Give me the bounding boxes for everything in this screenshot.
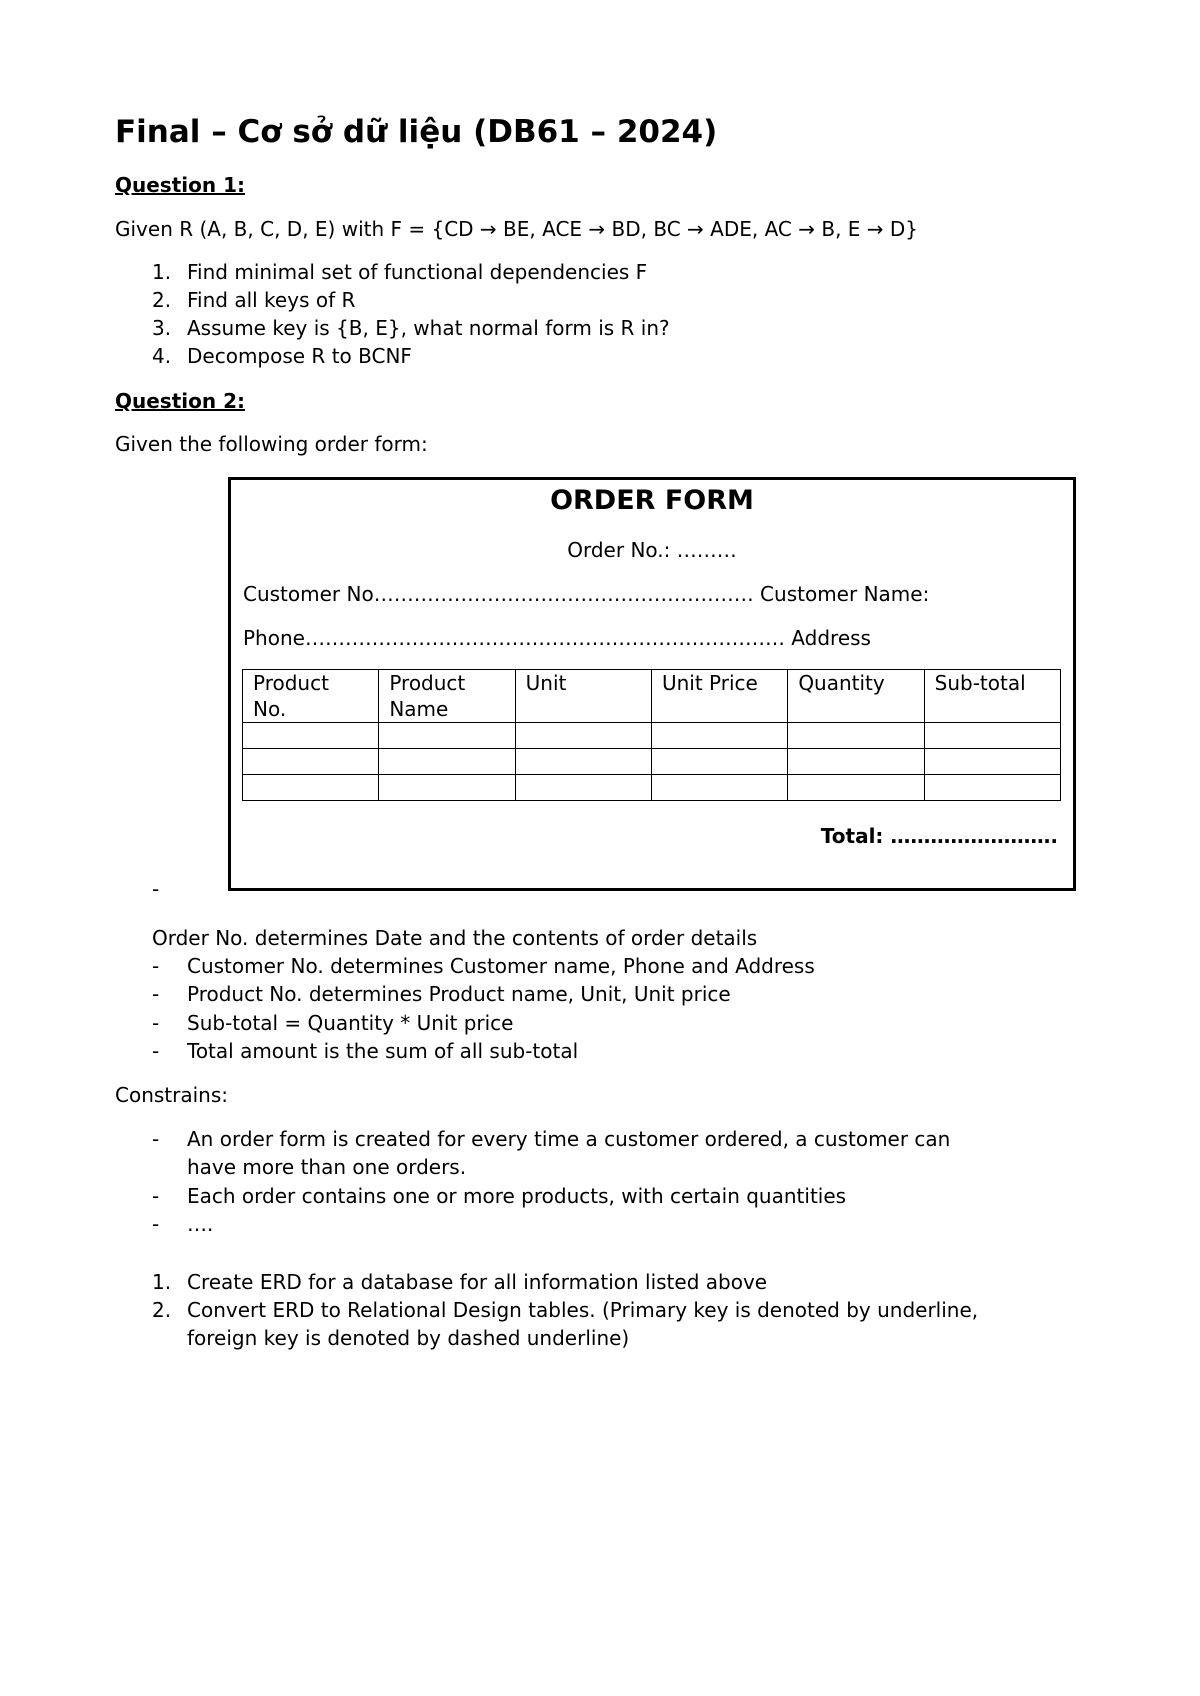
q1-item-number: 1. xyxy=(152,260,172,284)
list-dash: - xyxy=(152,1184,160,1208)
column-header: Product No. xyxy=(243,670,379,723)
list-dash: - xyxy=(152,877,160,901)
list-dash: - xyxy=(152,1127,160,1151)
constraint-text: Each order contains one or more products, with certain quantities xyxy=(187,1184,847,1208)
rule-text: Customer No. determines Customer name, Phone and Address xyxy=(187,954,815,978)
rule-text: Order No. determines Date and the contents of order details xyxy=(152,926,758,950)
question2-given: Given the following order form: xyxy=(115,432,428,456)
table-cell xyxy=(651,723,787,749)
task-text: Create ERD for a database for all information listed above xyxy=(187,1270,768,1294)
table-cell xyxy=(243,775,379,801)
question2-heading: Question 2: xyxy=(115,389,245,413)
question1-given: Given R (A, B, C, D, E) with F = {CD → BE, ACE → BD, BC → ADE, AC → B, E → D} xyxy=(115,217,919,241)
list-dash: - xyxy=(152,1039,160,1063)
table-cell xyxy=(788,775,924,801)
q1-item-text: Find minimal set of functional dependencies F xyxy=(187,260,648,284)
table-row xyxy=(243,749,1061,775)
list-dash: - xyxy=(152,1212,160,1236)
column-header: Quantity xyxy=(788,670,924,723)
table-cell xyxy=(924,749,1060,775)
customer-line: Customer No………………………………………………… Customer Name: xyxy=(243,582,930,606)
order-total: Total: ……………………. xyxy=(820,824,1058,848)
list-dash: - xyxy=(152,954,160,978)
order-form-title: ORDER FORM xyxy=(550,485,754,516)
list-dash: - xyxy=(152,982,160,1006)
table-cell xyxy=(515,749,651,775)
order-number-line: Order No.: ……… xyxy=(567,538,737,562)
constraint-text: have more than one orders. xyxy=(187,1155,467,1179)
table-cell xyxy=(243,749,379,775)
table-cell xyxy=(515,723,651,749)
table-header-row xyxy=(243,670,1061,723)
table-cell xyxy=(651,775,787,801)
column-header: Unit xyxy=(515,670,651,723)
q1-item-text: Decompose R to BCNF xyxy=(187,344,412,368)
task-text: foreign key is denoted by dashed underline) xyxy=(187,1326,630,1350)
task-text: Convert ERD to Relational Design tables. (Primary key is denoted by underline, xyxy=(187,1298,979,1322)
rule-text: Sub-total = Quantity * Unit price xyxy=(187,1011,514,1035)
q1-item-number: 4. xyxy=(152,344,172,368)
table-cell xyxy=(243,723,379,749)
q1-item-text: Find all keys of R xyxy=(187,288,356,312)
constraint-text: …. xyxy=(187,1212,214,1236)
table-cell xyxy=(515,775,651,801)
column-header: Sub-total xyxy=(924,670,1060,723)
table-cell xyxy=(651,749,787,775)
q1-item-number: 3. xyxy=(152,316,172,340)
task-number: 1. xyxy=(152,1270,172,1294)
rule-text: Product No. determines Product name, Unit, Unit price xyxy=(187,982,731,1006)
table-cell xyxy=(788,749,924,775)
constraints-heading: Constrains: xyxy=(115,1083,229,1107)
table-row xyxy=(243,775,1061,801)
list-dash: - xyxy=(152,1011,160,1035)
q1-item-text: Assume key is {B, E}, what normal form is R in? xyxy=(187,316,670,340)
table-row xyxy=(243,723,1061,749)
phone-line: Phone……………………………………………………………… Address xyxy=(243,626,871,650)
table-cell xyxy=(924,775,1060,801)
page-title: Final – Cơ sở dữ liệu (DB61 – 2024) xyxy=(115,114,718,150)
constraint-text: An order form is created for every time a customer ordered, a customer can xyxy=(187,1127,951,1151)
rule-text: Total amount is the sum of all sub-total xyxy=(187,1039,579,1063)
table-cell xyxy=(924,723,1060,749)
table-cell xyxy=(379,723,515,749)
task-number: 2. xyxy=(152,1298,172,1322)
column-header: Product Name xyxy=(379,670,515,723)
q1-item-number: 2. xyxy=(152,288,172,312)
table-cell xyxy=(788,723,924,749)
table-cell xyxy=(379,749,515,775)
table-cell xyxy=(379,775,515,801)
order-items-table xyxy=(242,669,1061,801)
question1-heading: Question 1: xyxy=(115,173,245,197)
column-header: Unit Price xyxy=(651,670,787,723)
